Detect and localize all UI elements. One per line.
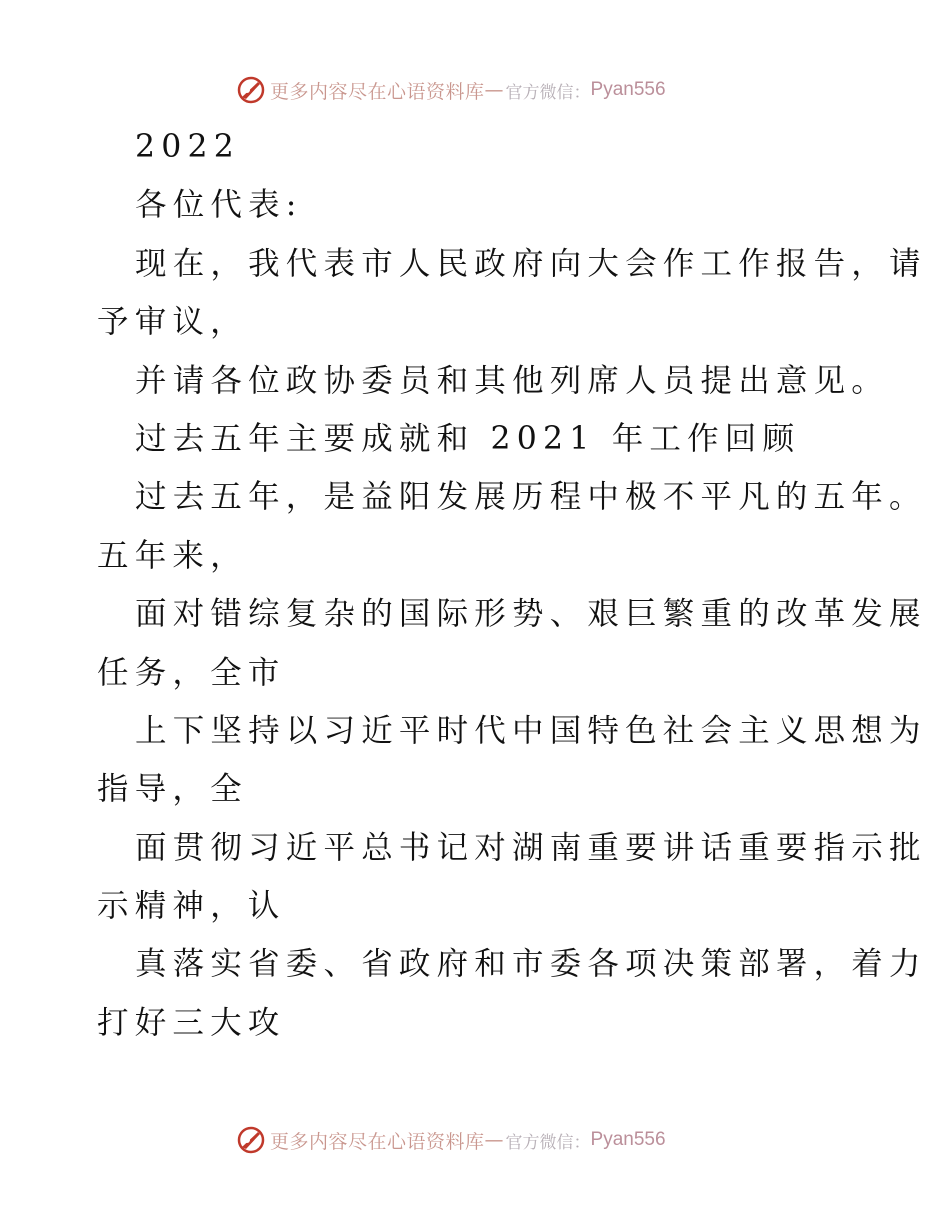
watermark-wechat-id: Pyan556 bbox=[590, 79, 666, 100]
body-line: 面贯彻习近平总书记对湖南重要讲话重要指示批 bbox=[135, 829, 927, 866]
body-line: 任务，全市 bbox=[97, 654, 286, 691]
watermark-wechat-label: 官方微信： bbox=[505, 82, 591, 103]
body-line: 五年来， bbox=[97, 537, 248, 574]
body-line-year: 2022 bbox=[135, 129, 240, 165]
body-line: 打好三大攻 bbox=[97, 1004, 286, 1041]
document-body bbox=[97, 118, 927, 1052]
body-line: 现在，我代表市人民政府向大会作工作报告，请 bbox=[135, 245, 927, 282]
watermark-site-text: 更多内容尽在心语资料库 bbox=[270, 80, 485, 103]
body-line-salutation: 各位代表: bbox=[135, 187, 303, 224]
body-line: 上下坚持以习近平时代中国特色社会主义思想为 bbox=[135, 712, 927, 749]
watermark-dash: — bbox=[484, 79, 504, 101]
body-line: 面对错综复杂的国际形势、艰巨繁重的改革发展 bbox=[135, 596, 927, 633]
body-line: 指导，全 bbox=[97, 771, 248, 808]
watermark-wechat-id: Pyan556 bbox=[590, 1129, 666, 1150]
watermark-wechat-label: 官方微信： bbox=[505, 1132, 591, 1153]
quill-logo-icon bbox=[236, 75, 266, 105]
body-line: 真落实省委、省政府和市委各项决策部署，着力 bbox=[135, 946, 927, 983]
watermark-site-text: 更多内容尽在心语资料库 bbox=[270, 1130, 485, 1153]
quill-logo-icon bbox=[236, 1125, 266, 1155]
body-line: 示精神，认 bbox=[97, 888, 286, 925]
body-line: 予审议， bbox=[97, 304, 248, 341]
body-line: 过去五年，是益阳发展历程中极不平凡的五年。 bbox=[135, 479, 927, 516]
body-line: 并请各位政协委员和其他列席人员提出意见。 bbox=[135, 362, 890, 399]
header-watermark bbox=[236, 75, 666, 105]
body-line-section-heading: 过去五年主要成就和 2021 年工作回顾 bbox=[135, 420, 801, 457]
footer-watermark bbox=[236, 1125, 666, 1155]
watermark-dash: — bbox=[484, 1129, 504, 1151]
